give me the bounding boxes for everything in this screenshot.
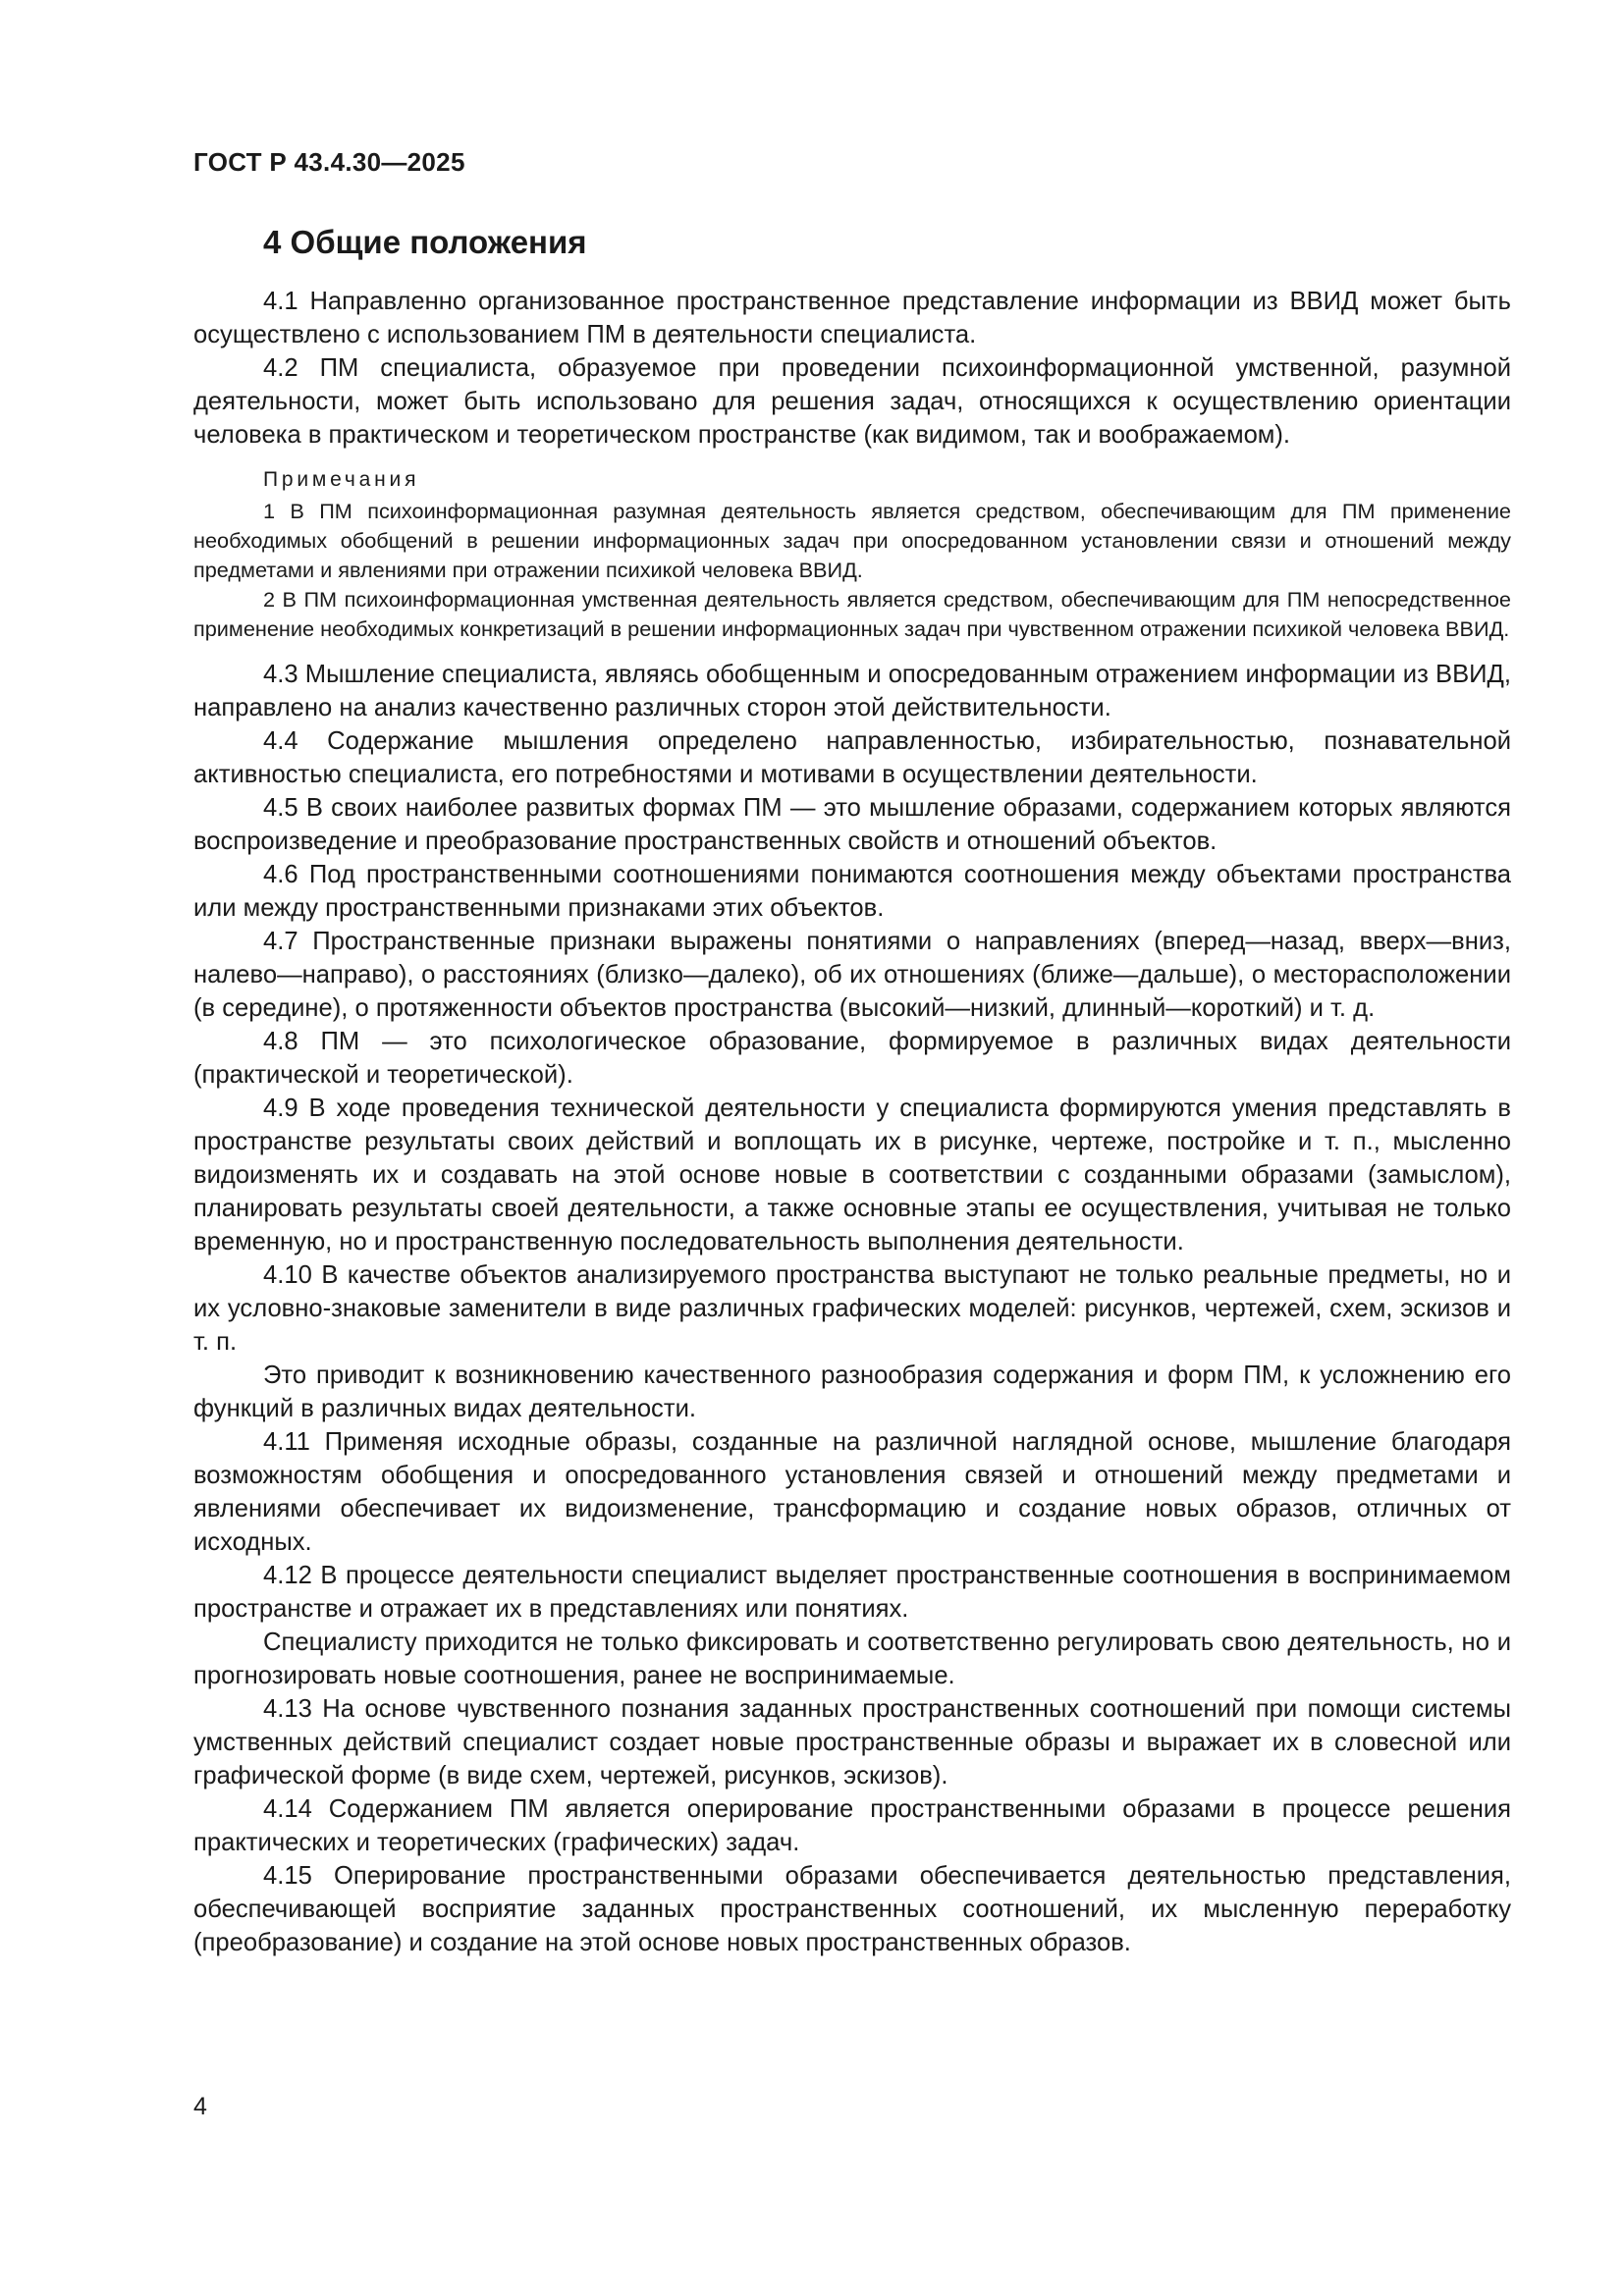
paragraph: Это приводит к возникновению качественного разнообразия содержания и форм ПМ, к усложнению его функций в различных видах деятельности. [193, 1362, 1511, 1422]
paragraph: 4.15 Оперирование пространственными образами обеспечивается деятельностью представления, обеспечивающей восприятие заданных пространственных соотношений, их мысленную переработку (преобразование) и создание на этой основе новых пространственных образов. [193, 1862, 1511, 1956]
paragraph: 4.1 Направленно организованное пространственное представление информации из ВВИД может быть осуществлено с использованием ПМ в деятельности специалиста. [193, 288, 1511, 348]
note-item: 2 В ПМ психоинформационная умственная деятельность является средством, обеспечивающим для ПМ непосредственное применение необходимых конкретизаций в решении информационных задач при чувственном отражении психикой человека ВВИД. [193, 587, 1511, 641]
paragraph: 4.13 На основе чувственного познания заданных пространственных соотношений при помощи системы умственных действий специалист создает новые пространственные образы и выражает их в словесной или графической форме (в виде схем, чертежей, рисунков, эскизов). [193, 1695, 1511, 1789]
paragraph: 4.8 ПМ — это психологическое образование, формируемое в различных видах деятельности (практической и теоретической). [193, 1028, 1511, 1089]
paragraph: 4.3 Мышление специалиста, являясь обобщенным и опосредованным отражением информации из ВВИД, направлено на анализ качественно различных сторон этой действительности. [193, 661, 1511, 721]
paragraph: 4.5 В своих наиболее развитых формах ПМ — это мышление образами, содержанием которых являются воспроизведение и преобразование пространственных свойств и отношений объектов. [193, 794, 1511, 855]
paragraph: 4.4 Содержание мышления определено направленностью, избирательностью, познавательной активностью специалиста, его потребностями и мотивами в осуществлении деятельности. [193, 727, 1511, 788]
paragraph: 4.2 ПМ специалиста, образуемое при проведении психоинформационной умственной, разумной деятельности, может быть использовано для решения задач, относящихся к осуществлению ориентации человека в практическом и теоретическом пространстве (как видимом, так и воображаемом). [193, 354, 1511, 449]
paragraph: 4.11 Применяя исходные образы, созданные на различной наглядной основе, мышление благодаря возможностям обобщения и опосредованного установления связей и отношений между предметами и явлениями обеспечивает их видоизменение, трансформацию и создание новых образов, отличных от исходных. [193, 1428, 1511, 1556]
paragraph: Специалисту приходится не только фиксировать и соответственно регулировать свою деятельность, но и прогнозировать новые соотношения, ранее не воспринимаемые. [193, 1629, 1511, 1689]
page-number: 4 [193, 2093, 207, 2120]
paragraph: 4.6 Под пространственными соотношениями понимаются соотношения между объектами пространства или между пространственными признаками этих объектов. [193, 861, 1511, 922]
section-title: 4 Общие положения [263, 224, 587, 260]
paragraph: 4.9 В ходе проведения технической деятельности у специалиста формируются умения представлять в пространстве результаты своих действий и воплощать их в рисунке, чертеже, постройке и т. п., мысленно видоизменять их и создавать на этой основе новые в соответствии с созданными образами (замыслом), планировать результаты своей деятельности, а также основные этапы ее осуществления, учитывая не только временную, но и пространственную последовательность выполнения деятельности. [193, 1095, 1511, 1255]
paragraph: 4.10 В качестве объектов анализируемого пространства выступают не только реальные предметы, но и их условно-знаковые заменители в виде различных графических моделей: рисунков, чертежей, схем, эскизов и т. п. [193, 1261, 1511, 1356]
section-body [193, 285, 1511, 1959]
note-item: 1 В ПМ психоинформационная разумная деятельность является средством, обеспечивающим для ПМ применение необходимых обобщений в решении информационных задач при опосредованном установлении связи и отношений между предметами и явлениями при отражении психикой человека ВВИД. [193, 499, 1511, 582]
document-code-header: ГОСТ Р 43.4.30—2025 [193, 147, 465, 177]
notes-title: Примечания [263, 468, 420, 491]
paragraph: 4.7 Пространственные признаки выражены понятиями о направлениях (вперед—назад, вверх—вниз, налево—направо), о расстояниях (близко—далеко), об их отношениях (ближе—дальше), о месторасположении (в середине), о протяженности объектов пространства (высокий—низкий, длинный—короткий) и т. д. [193, 928, 1511, 1022]
paragraph: 4.12 В процессе деятельности специалист выделяет пространственные соотношения в воспринимаемом пространстве и отражает их в представлениях или понятиях. [193, 1562, 1511, 1623]
paragraph: 4.14 Содержанием ПМ является оперирование пространственными образами в процессе решения практических и теоретических (графических) задач. [193, 1795, 1511, 1856]
notes-block [193, 465, 1511, 644]
